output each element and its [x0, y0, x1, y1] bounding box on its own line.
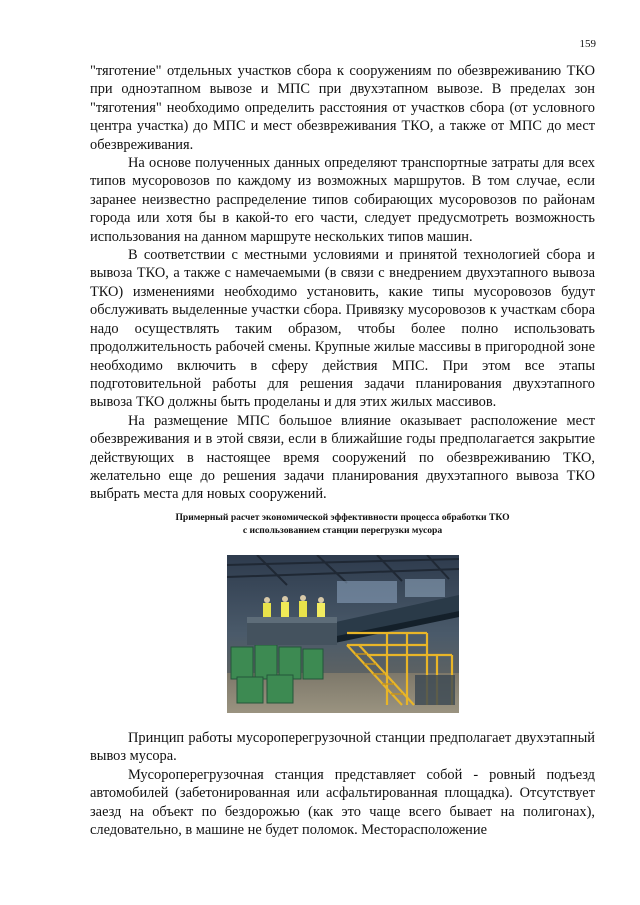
caption-line: с использованием станции перегрузки мусора [242, 525, 443, 536]
paragraph: В соответствии с местными условиями и принятой технологией сбора и вывоза ТКО, а также с намечаемыми (в связи с внедрением двухэтапного вывоза ТКО) изменениями необходимо установить, какие типы мусоровозов будут обслуживать выделенные участки сбора. Привязку мусоровозов к участкам сбора надо осуществлять таким образом, чтобы более полно использовать продолжительность рабочей смены. Крупные жилые массивы в пригородной зоне необходимо включить в сферу действия МПС. При этом все этапы подготовительной работы для решения задачи планирования двухэтапного вывоза ТКО должны быть проделаны и для этих жилых массивов. [90, 247, 595, 411]
body-text [90, 62, 595, 504]
paragraph: "тяготение" отдельных участков сбора к сооружениям по обезвреживанию ТКО при одноэтапном вывозе и МПС при двухэтапном вывозе. В пределах зон "тяготения" необходимо определить расстояния от участков сбора (от условного центра участка) до МПС и мест обезвреживания ТКО, а также от МПС до мест обезвреживания. [90, 63, 595, 153]
station-photo-illustration [227, 555, 459, 713]
caption-line: Примерный расчет экономической эффективности процесса обработки ТКО [175, 512, 510, 523]
paragraph: На основе полученных данных определяют транспортные затраты для всех типов мусоровозов по каждому из возможных маршрутов. В том случае, если заранее неизвестно распределение типов собирающих мусоровозов по районам города или хотя бы в какой-то его части, следует предусмотреть возможность использования на данном маршруте нескольких типов машин. [90, 155, 595, 245]
figure-caption [90, 511, 595, 537]
station-photo [227, 555, 459, 713]
page-number: 159 [579, 38, 596, 50]
paragraph: Мусороперегрузочная станция представляет собой - ровный подъезд автомобилей (забетонированная или асфальтированная площадка). Отсутствует заезд на объект по бездорожью (как это чаще всего бывает на полигонах), следовательно, в машине не будет поломок. Месторасположение [90, 766, 595, 839]
paragraph: На размещение МПС большое влияние оказывает расположение мест обезвреживания и в этой связи, если в ближайшие годы предполагается закрытие действующих в настоящее время сооружений по обезвреживанию ТКО, желательно еще до решения задачи планирования двухэтапного вывоза ТКО выбрать места для новых сооружений. [90, 412, 595, 503]
bottom-text [90, 729, 595, 839]
paragraph: Принцип работы мусороперегрузочной станции предполагает двухэтапный вывоз мусора. [90, 730, 595, 765]
